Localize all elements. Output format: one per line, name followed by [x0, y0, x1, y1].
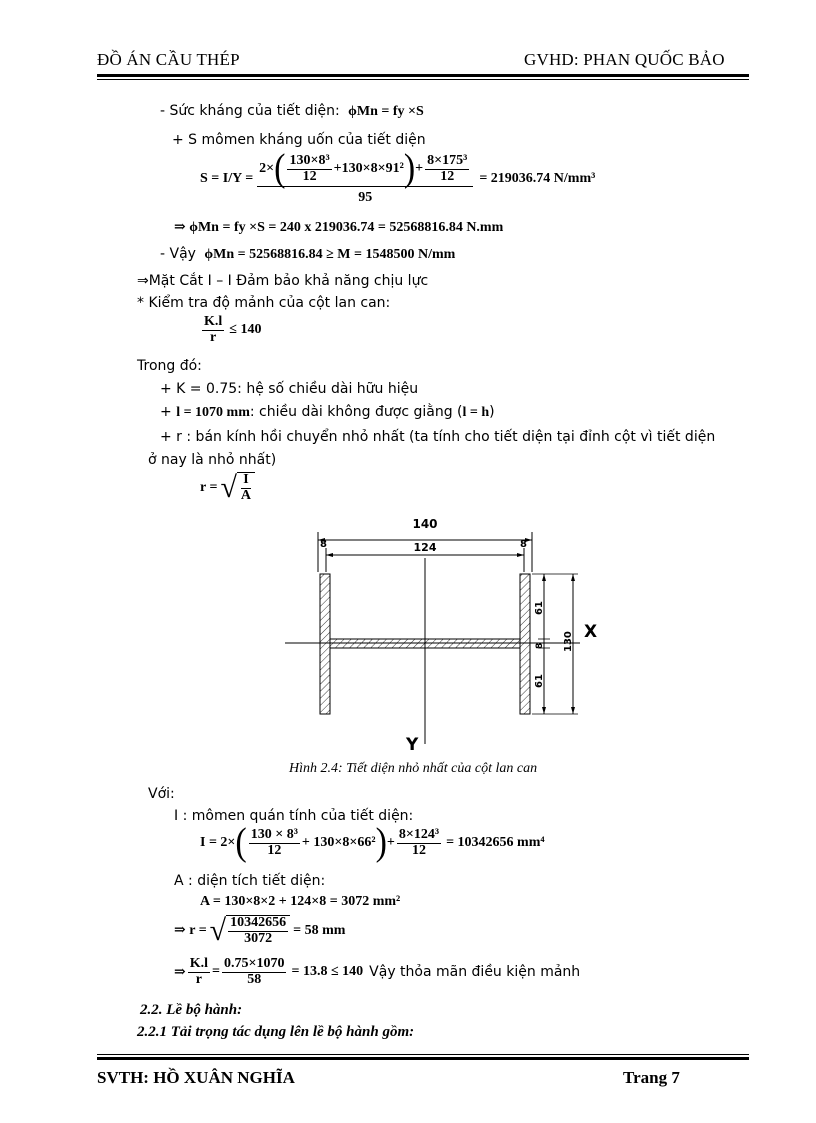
right-flange: [520, 574, 530, 714]
eq-slenderness-limit: $\frac{K.l}{r}$ ≤ 140: [204, 314, 262, 345]
header-rule-thick: [97, 74, 749, 77]
eq-phiMn: ϕMn = fy ×S: [348, 104, 424, 119]
dim-61b-label: 61: [534, 674, 545, 688]
text-matcat: ⇒Mặt Cắt I – I Đảm bảo khả năng chịu lực: [137, 273, 429, 289]
figure-caption: Hình 2.4: Tiết diện nhỏ nhất của cột lan can: [289, 761, 538, 776]
text-A-desc: A : diện tích tiết diện:: [174, 873, 326, 889]
eq-S-lhs: S = I/Y =: [200, 170, 254, 186]
text-I-desc: I : mômen quán tính của tiết diện:: [174, 808, 414, 824]
dim-130-label: 130: [563, 631, 574, 652]
text-suc-khang: - Sức kháng của tiết diện: ϕMn = fy ×S: [160, 103, 424, 119]
eq-I: I = 2× ( $\frac{\text{130 × 8³}}{12}$ + 130×8×66² ) + $\frac{\text{8×124³}}{12}$ = 10342656 mm⁴: [200, 821, 545, 864]
text-vay: - Vậy ϕMn = 52568816.84 ≥ M = 1548500 N/mm: [160, 246, 456, 262]
dim-8a-label: 8: [320, 539, 327, 550]
cross-section-figure: [280, 512, 610, 762]
eq-A: A = 130×8×2 + 124×8 = 3072 mm²: [200, 894, 401, 909]
footer-right: Trang 7: [623, 1068, 680, 1087]
header-left: ĐỒ ÁN CẦU THÉP: [97, 50, 240, 69]
header-rule-thin: [97, 79, 749, 80]
eq-r-value: ⇒ r = √ $\frac{10342656}{3072}$ = 58 mm: [174, 913, 346, 947]
text-r1: + r : bán kính hồi chuyển nhỏ nhất (ta tính cho tiết diện tại đỉnh cột vì tiết diện: [160, 429, 716, 445]
text-voi: Với:: [148, 786, 175, 802]
text-r2: ở nay là nhỏ nhất): [148, 452, 277, 468]
eq-S: S = I/Y = 2× ( $\frac{\text{130×8³}}{12}$ +130×8×91² ) + $\frac{\text{8×175³}}{12}$ 95 = 219036.74 N/mm³: [200, 147, 596, 205]
dim-124-label: 124: [413, 541, 437, 554]
dim-8b-label: 8: [520, 539, 527, 550]
footer-rule-thin: [97, 1054, 749, 1055]
dim-61a-label: 61: [534, 601, 545, 615]
left-flange: [320, 574, 330, 714]
eq-slenderness-check: ⇒ $\frac{K.l}{r}$ = $\frac{0.75\times 1070}{58}$ = 13.8 ≤ 140 Vậy thỏa mãn điều kiện mảnh: [174, 956, 581, 987]
footer-rule-thick: [97, 1057, 749, 1060]
heading-2-2: 2.2. Lề bộ hành:: [140, 1002, 243, 1018]
footer-left: SVTH: HỒ XUÂN NGHĨA: [97, 1068, 295, 1087]
dim-140-label: 140: [412, 517, 438, 531]
text-kiemtra: * Kiểm tra độ mảnh của cột lan can:: [137, 295, 391, 311]
text-l: + l = 1070 mm: chiều dài không được giằng (l = h): [160, 404, 495, 420]
text-K: + K = 0.75: hệ số chiều dài hữu hiệu: [160, 381, 419, 397]
header-right: GVHD: PHAN QUỐC BẢO: [524, 50, 725, 69]
axis-x-label: X: [584, 622, 598, 642]
axis-y-label: Y: [406, 735, 419, 755]
eq-S-result: = 219036.74 N/mm³: [479, 170, 596, 186]
eq-Mn: ⇒ ϕMn = fy ×S = 240 x 219036.74 = 52568816.84 N.mm: [174, 220, 504, 235]
dim-8c-label: 8: [535, 642, 545, 649]
text-s-desc: + S mômen kháng uốn của tiết diện: [172, 132, 426, 148]
eq-r-def: r = √ $\frac{I}{A}$: [200, 472, 255, 503]
text-trongdo: Trong đó:: [137, 358, 202, 374]
heading-2-2-1: 2.2.1 Tải trọng tác dụng lên lề bộ hành gồm:: [137, 1024, 415, 1040]
